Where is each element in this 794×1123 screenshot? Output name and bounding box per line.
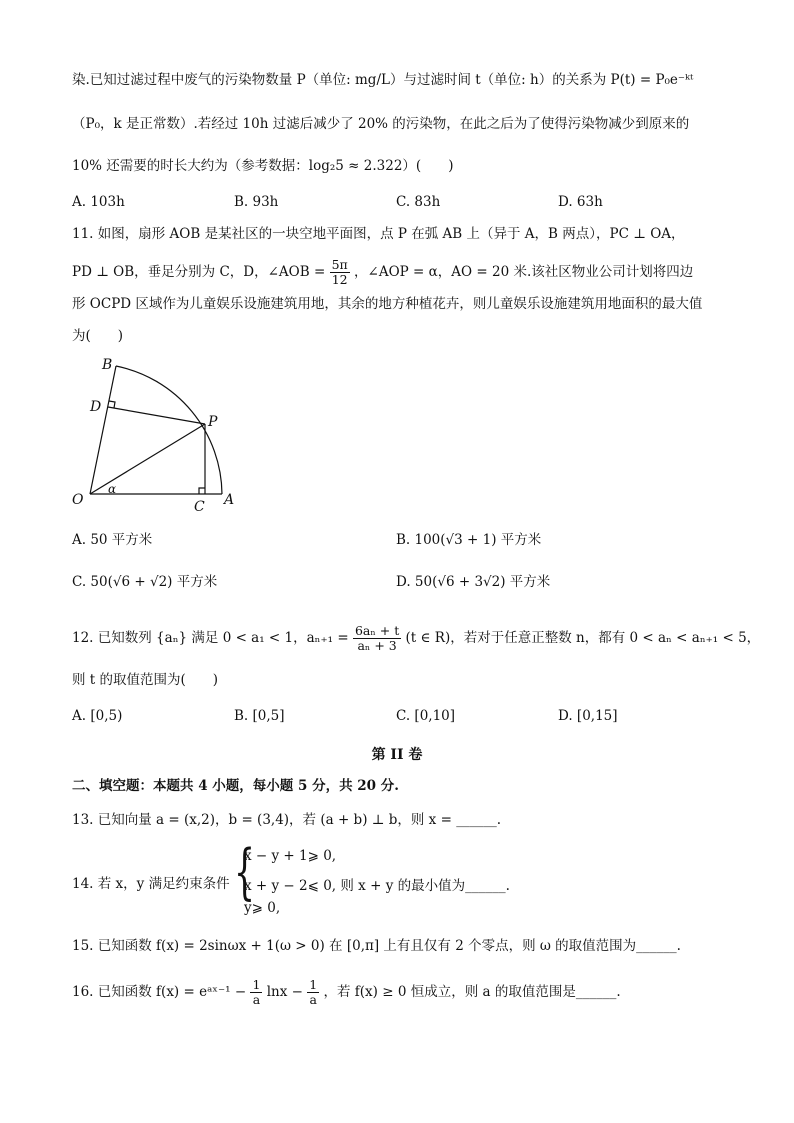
segment-OB bbox=[90, 366, 116, 494]
q10-option-b: B. 93h bbox=[234, 194, 279, 210]
q12-line-1-a: 12. 已知数列 {aₙ} 满足 0 < a₁ < 1，aₙ₊₁ = bbox=[72, 630, 349, 646]
q14-constraint-2: x + y − 2⩽ 0, 则 x + y 的最小值为______. bbox=[244, 878, 510, 894]
q10-line-3: 10% 还需要的时长大约为（参考数据：log₂5 ≈ 2.322）( ) bbox=[72, 158, 454, 174]
q13: 13. 已知向量 a = (x,2)，b = (3,4)，若 (a + b) ⊥ b，则 x = ______. bbox=[72, 812, 501, 828]
q16-fraction-2 bbox=[307, 978, 319, 1007]
q12-option-d: D. [0,15] bbox=[558, 708, 618, 724]
q11-line-4: 为( ) bbox=[72, 328, 124, 344]
q10-line-1: 染.已知过滤过程中废气的污染物数量 P（单位: mg/L）与过滤时间 t（单位: h）的关系为 P(t) = P₀e⁻ᵏᵗ bbox=[72, 72, 694, 88]
q11-option-a: A. 50 平方米 bbox=[72, 532, 153, 548]
q11-line-3: 形 OCPD 区域作为儿童娱乐设施建筑用地，其余的地方种植花卉，则儿童娱乐设施建筑用地面积的最大值 bbox=[72, 296, 703, 312]
arc-AB bbox=[116, 366, 222, 494]
q11-option-b: B. 100(√3 + 1) 平方米 bbox=[396, 532, 542, 548]
q16-frac2-num: 1 bbox=[309, 977, 318, 992]
q11-frac-num: 5π bbox=[331, 257, 348, 272]
q11-frac-den: 12 bbox=[331, 272, 348, 287]
q10-option-c: C. 83h bbox=[396, 194, 441, 210]
q16-fraction-1 bbox=[250, 978, 262, 1007]
q12-frac-den: aₙ + 3 bbox=[357, 638, 397, 653]
q12-line-1-b: (t ∈ R)，若对于任意正整数 n，都有 0 < aₙ < aₙ₊₁ < 5， bbox=[405, 630, 761, 646]
label-P: P bbox=[208, 414, 218, 430]
label-B: B bbox=[102, 357, 113, 373]
q16-frac1-den: a bbox=[252, 992, 261, 1007]
label-D: D bbox=[90, 399, 102, 415]
q11-line-2-b: ，∠AOP = α，AO = 20 米.该社区物业公司计划将四边 bbox=[354, 264, 694, 280]
q10-option-a: A. 103h bbox=[72, 194, 125, 210]
label-alpha: α bbox=[108, 482, 117, 496]
q12-option-b: B. [0,5] bbox=[234, 708, 285, 724]
q14-constraint-3: y⩾ 0, bbox=[244, 900, 281, 916]
label-A: A bbox=[224, 492, 235, 508]
q10-option-d: D. 63h bbox=[558, 194, 603, 210]
q16-frac2-den: a bbox=[309, 992, 317, 1007]
q11-option-c: C. 50(√6 + √2) 平方米 bbox=[72, 574, 218, 590]
q16-part-a: 16. 已知函数 f(x) = eᵃˣ⁻¹ − bbox=[72, 984, 247, 1000]
constraint-brace: { bbox=[234, 837, 256, 907]
q12-line-2: 则 t 的取值范围为( ) bbox=[72, 672, 219, 688]
sector-figure bbox=[60, 356, 250, 516]
q16 bbox=[72, 978, 621, 1007]
q12-recurrence-fraction bbox=[353, 624, 401, 653]
q10-line-2: （P₀，k 是正常数）.若经过 10h 过滤后减少了 20% 的污染物，在此之后为了使得污染物减少到原来的 bbox=[72, 116, 690, 132]
q16-part-b: lnx − bbox=[266, 984, 303, 1000]
q11-option-d: D. 50(√6 + 3√2) 平方米 bbox=[396, 574, 551, 590]
q16-part-c: ，若 f(x) ≥ 0 恒成立，则 a 的取值范围是______. bbox=[323, 984, 621, 1000]
q12-option-a: A. [0,5) bbox=[72, 708, 123, 724]
section-title: 第 II 卷 bbox=[371, 747, 423, 763]
q15: 15. 已知函数 f(x) = 2sinωx + 1(ω > 0) 在 [0,π] 上有且仅有 2 个零点，则 ω 的取值范围为______. bbox=[72, 938, 681, 954]
right-angle-C bbox=[199, 488, 205, 494]
q11-angle-fraction bbox=[330, 258, 350, 287]
q12-frac-num: 6aₙ + t bbox=[354, 623, 400, 638]
q12-line-1 bbox=[72, 624, 760, 653]
q14-constraint-1: x − y + 1⩾ 0, bbox=[244, 848, 337, 864]
q11-line-1: 11. 如图，扇形 AOB 是某社区的一块空地平面图，点 P 在弧 AB 上（异于 A，B 两点），PC ⊥ OA， bbox=[72, 226, 685, 242]
label-O: O bbox=[72, 492, 84, 508]
q11-line-2-a: PD ⊥ OB，垂足分别为 C，D，∠AOB = bbox=[72, 264, 326, 280]
q14-lead: 14. 若 x，y 满足约束条件 bbox=[72, 876, 230, 892]
label-C: C bbox=[194, 499, 205, 515]
q12-option-c: C. [0,10] bbox=[396, 708, 456, 724]
q16-frac1-num: 1 bbox=[252, 977, 261, 992]
q11-line-2 bbox=[72, 258, 693, 287]
fill-blank-heading: 二、填空题：本题共 4 小题，每小题 5 分，共 20 分. bbox=[72, 778, 399, 794]
